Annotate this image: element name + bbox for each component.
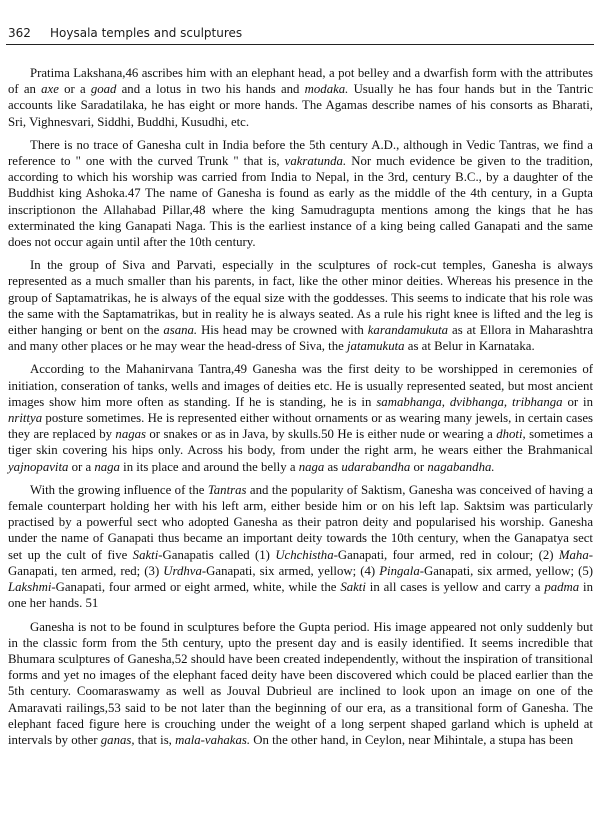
- italic-term: vakratunda.: [284, 154, 347, 169]
- running-title: Hoysala temples and sculptures: [50, 26, 243, 40]
- page-number: 362: [8, 26, 31, 40]
- text-run: in one her hands. 51: [8, 580, 594, 611]
- italic-term: Sakti: [340, 580, 366, 595]
- italic-term: Maha: [558, 547, 589, 562]
- paragraph: [8, 361, 593, 474]
- text-run: There is no trace of Ganesha cult in India before the 5th century A.D., although in Vedic Tantras, we find a reference to " one with the curved Trunk " that is,: [8, 137, 593, 169]
- text-run: Ganesha is not to be found in sculptures before the Gupta period. His image appeared not only suddenly but in the classic form from the 5th century, upto the present day and is easily identified. It seems incredible that Bhumara sculptures of Ganesha,52 should have been created independently, without the inspiration of transitional forms and yet no images of the elephant faced deity have been discovered which could be placed earlier than the 5th century. Coomaraswamy as well as Jouval Dubrieul are inclined to look upon an image on one of the Amaravati railings,53 said to be not later than the beginning of our era, as a transitional form of Ganesha. The elephant faced figure here is crouching under the weight of a long serpent shaped garland which is upheld at intervals by other: [8, 619, 593, 747]
- text-run: -Ganapati, ten armed, red; (3): [8, 547, 593, 578]
- text-run: or a: [58, 82, 91, 97]
- italic-term: nagas: [115, 427, 146, 442]
- italic-term: nrittya: [8, 411, 43, 426]
- italic-term: Tantras: [207, 482, 247, 497]
- page-header: [0, 0, 600, 44]
- text-run: Nor much evidence be given to the tradition, according to which his worship was carried from India to Nepal, in the 3rd, century B.C., by a daughter of the Buddhist king Ashoka.47 The name of Ganesha is found as early as the middle of the 4th century, in a Gupta inscriptionon the Allahabad Pillar,48 where the king Samudragupta mentions among the kings that he has exterminated the king Ganapati Naga. This is the earliest instance of a king being called Ganapati and the same does not occur again until after the 10th century.: [8, 154, 593, 250]
- text-run: -Ganapati, four armed or eight armed, white, while the: [51, 580, 341, 595]
- italic-term: ganas,: [100, 732, 135, 747]
- text-run: or snakes or as in Java, by skulls.50 He is either nude or wearing a: [146, 427, 497, 442]
- body-text: [8, 65, 593, 748]
- text-run: On the other hand, in Ceylon, near Mihintale, a stupa has been: [250, 732, 574, 747]
- italic-term: mala-vahakas.: [175, 732, 251, 747]
- text-run: In the group of Siva and Parvati, especially in the sculptures of rock-cut temples, Ganesha is always represented as a much smaller than his parents, in fact, like the other minor deities. Whereas his presence in the group of Saptamatrikas, he is always of the equal size with the goddesses. This seems to indicate that his role was the same with the Saptamatrikas, but in reality he is always seated. As a rule his right knee is lifted and the leg is either hanging or bent on the: [8, 258, 593, 338]
- text-run: and the popularity of Saktism, Ganesha was conceived of having a female counterpart holding her with his left arm, either beside him or on his left lap. Saktsim was particularly practised by a powerful sect who adopted Ganesha as their patron deity and popularised his worship. Ganesha under the name of Ganapati thus became an important deity towards the 10th century, when the Ganapatya sect set up the cult of five: [8, 482, 593, 562]
- italic-term: dhoti,: [496, 427, 526, 442]
- text-run: With the growing influence of the: [30, 482, 208, 497]
- header-rule: [6, 44, 594, 45]
- text-run: or a: [68, 459, 95, 474]
- text-run: Pratima Lakshana,46 ascribes him with an elephant head, a pot belley and a dwarfish form with the attributes of an: [8, 66, 593, 97]
- text-run: or: [410, 459, 428, 474]
- italic-term: Sakti: [132, 547, 159, 562]
- italic-term: yajnopavita: [8, 459, 69, 474]
- text-run: -Ganapati, four armed, red in colour; (2): [333, 547, 559, 562]
- italic-term: Lakshmi: [8, 580, 52, 595]
- italic-term: Pingala: [379, 563, 420, 578]
- text-run: in all cases is yellow and carry a: [365, 580, 545, 595]
- italic-term: karandamukuta: [367, 323, 449, 338]
- text-run: as at Belur in Karnataka.: [404, 339, 535, 354]
- italic-term: samabhanga, dvibhanga, tribhanga: [376, 394, 563, 409]
- paragraph: [8, 137, 593, 250]
- italic-term: jatamukuta: [347, 339, 405, 354]
- paragraph: [8, 619, 593, 749]
- text-run: -Ganapati, six armed, yellow; (4): [201, 563, 380, 578]
- text-run: -Ganapatis called (1): [158, 547, 276, 562]
- italic-term: axe: [41, 82, 59, 97]
- text-run: posture sometimes. He is represented either without ornaments or as wearing many jewels, in certain cases they are replaced by: [8, 411, 593, 442]
- text-run: as: [324, 459, 342, 474]
- paragraph: [8, 65, 593, 130]
- paragraph: [8, 482, 593, 612]
- text-run: in its place and around the belly a: [119, 459, 299, 474]
- text-run: sometimes a tiger skin covering his hips only. Across his body, from under the right arm, he wears either the Brahmanical: [8, 427, 593, 458]
- text-run: According to the Mahanirvana Tantra,49 Ganesha was the first deity to be worshipped in ceremonies of initiation, conseration of tanks, wells and images of deities etc. He is usually represented seated, but most ancient images show him more often as standing. If he is standing, he is in: [8, 362, 593, 409]
- text-run: His head may be crowned with: [197, 323, 368, 338]
- italic-term: nagabandha.: [427, 459, 495, 474]
- italic-term: naga: [94, 459, 120, 474]
- text-run: -Ganapati, six armed, yellow; (5): [419, 563, 593, 578]
- text-run: that is,: [134, 732, 176, 747]
- text-run: as at Ellora in Maharashtra and many other places or he may wear the head-dress of Siva, the: [8, 323, 593, 354]
- italic-term: goad: [90, 82, 117, 97]
- text-run: Usually he has four hands but in the Tantric accounts like Saradatilaka, he has eight or more hands. The Agamas describe names of his consorts as Bharati, Sri, Vighnesvari, Siddhi, Buddhi, Kusudhi, etc.: [8, 82, 594, 129]
- paragraph: [8, 257, 593, 354]
- italic-term: Urdhva: [163, 563, 202, 578]
- italic-term: padma: [544, 580, 580, 595]
- italic-term: naga: [298, 459, 325, 474]
- italic-term: asana.: [163, 323, 198, 338]
- italic-term: Uchchistha: [275, 547, 334, 562]
- text-run: or in: [562, 394, 593, 409]
- italic-term: udarabandha: [341, 459, 411, 474]
- italic-term: modaka.: [304, 82, 349, 97]
- text-run: and a lotus in two his hands and: [116, 82, 305, 97]
